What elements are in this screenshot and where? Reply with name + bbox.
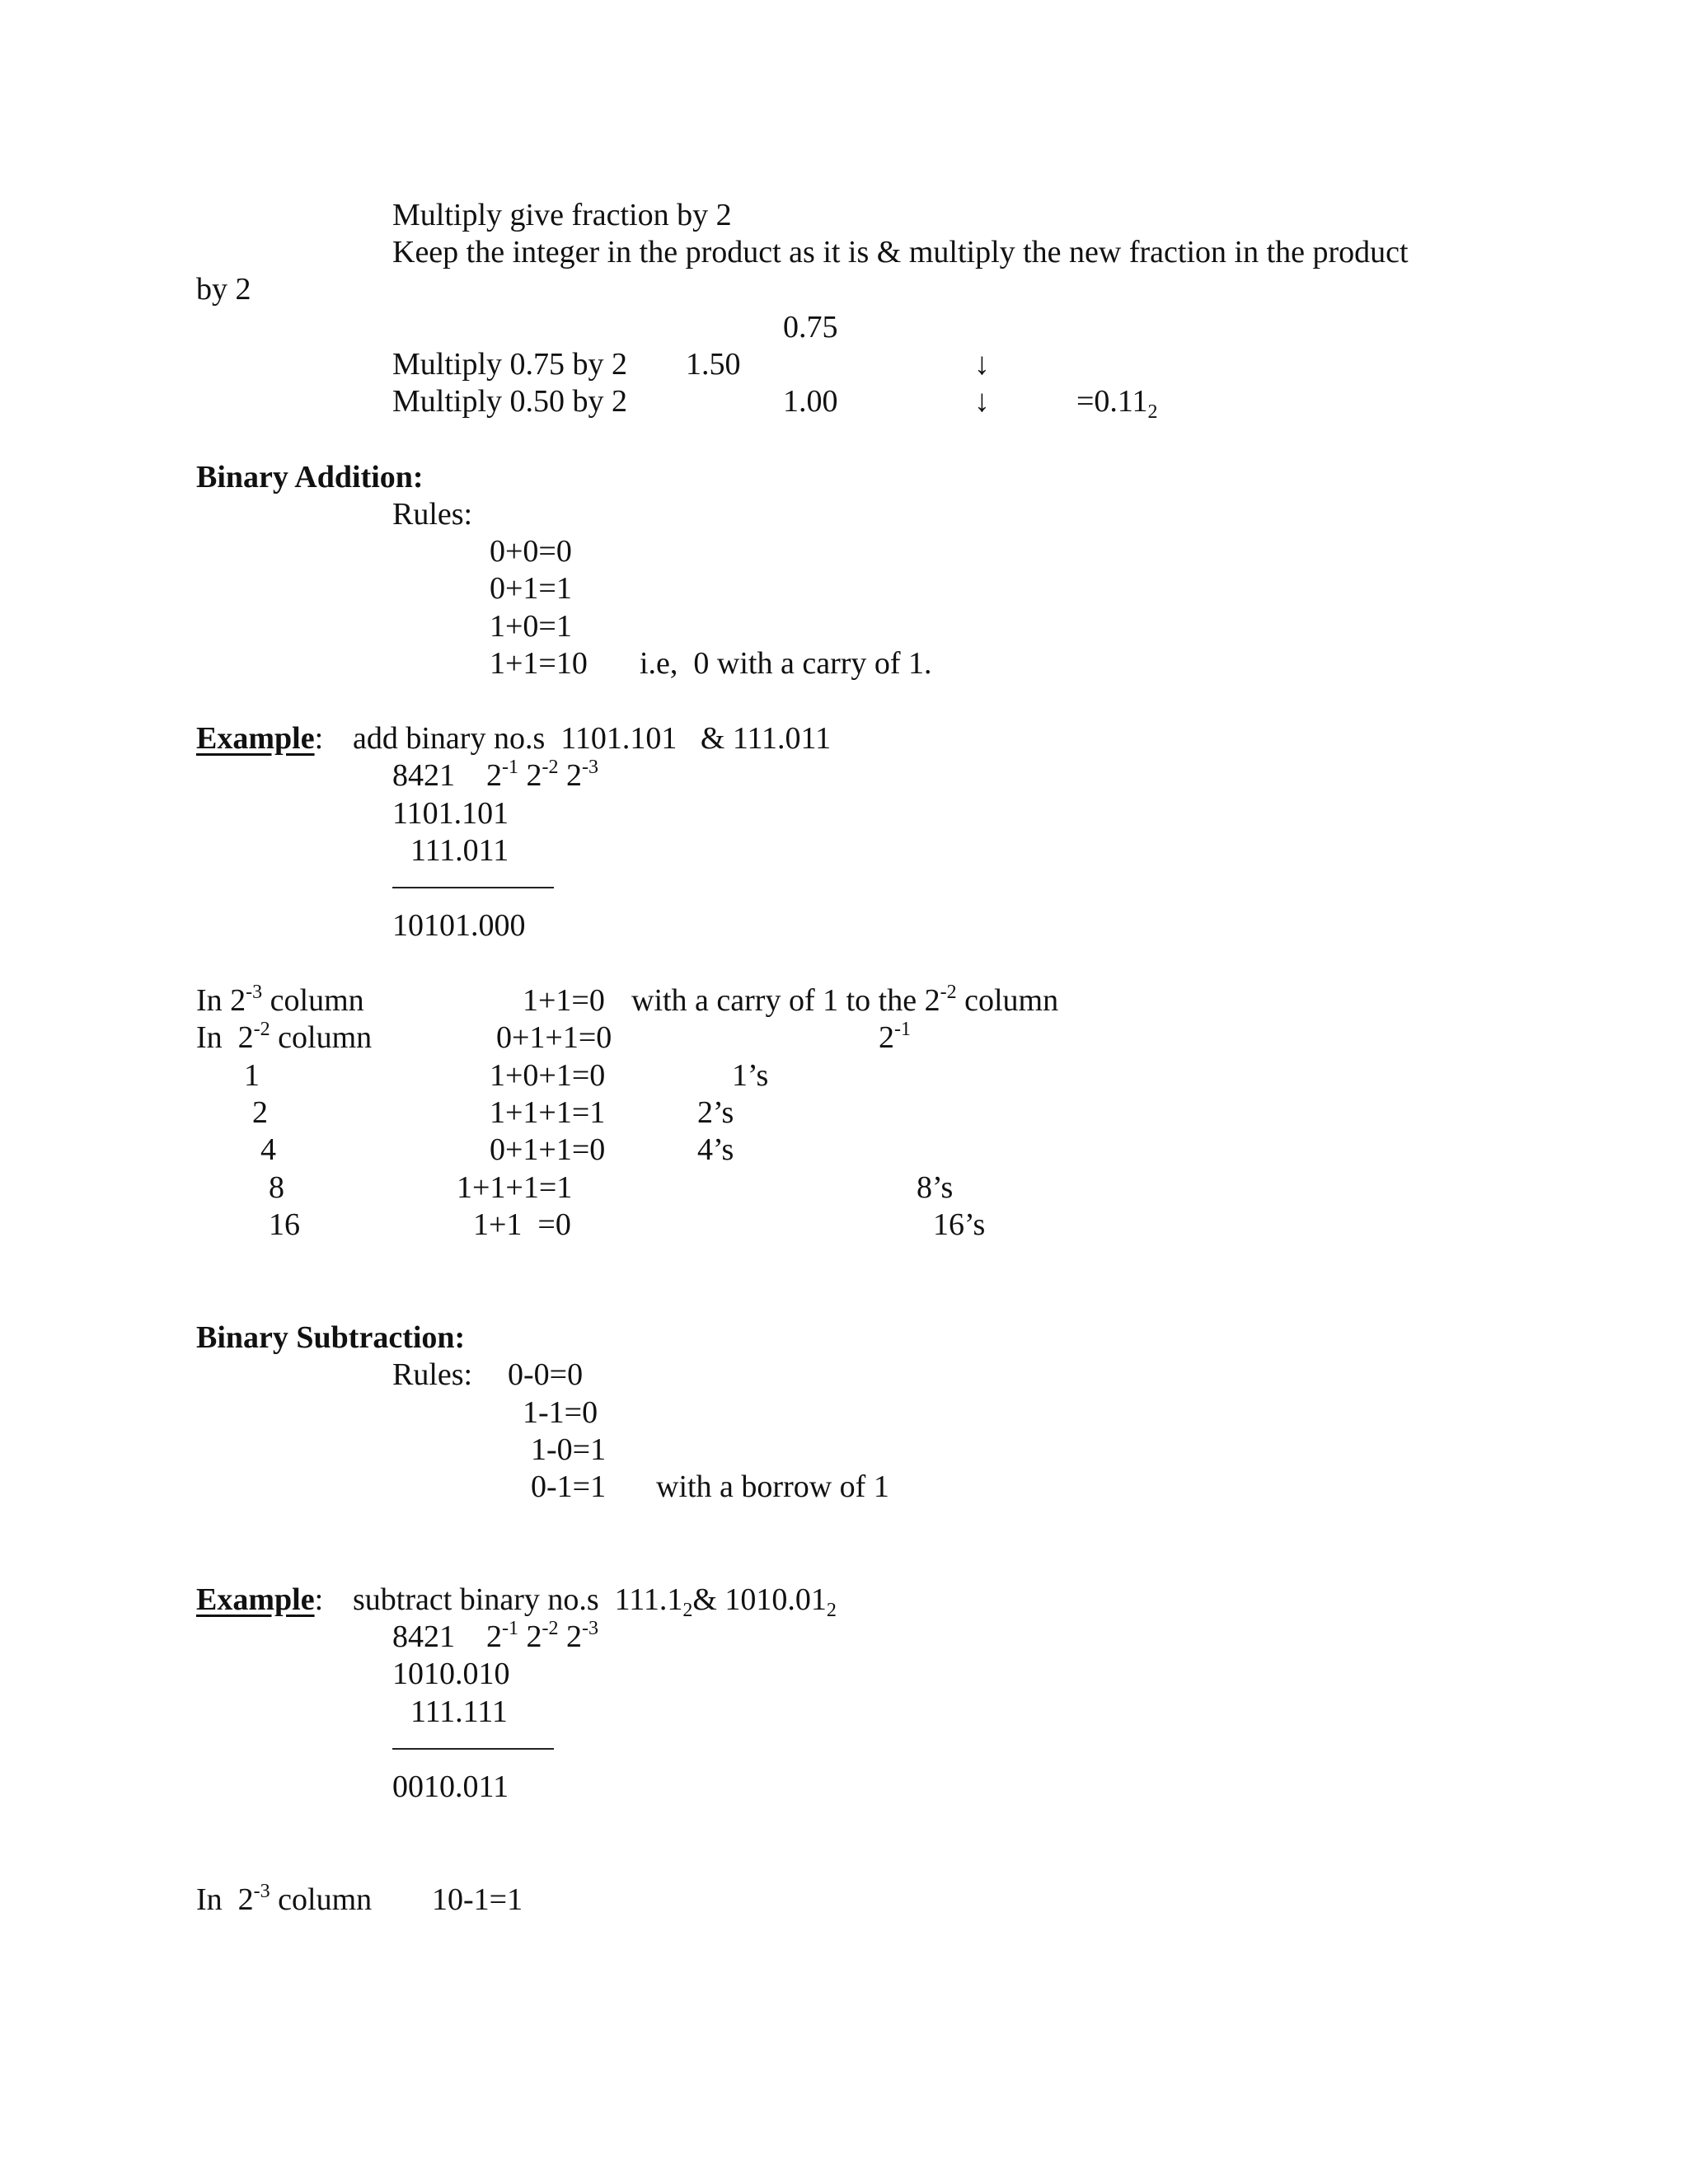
sub-column-label: In $2^{-3}$ column	[196, 1881, 373, 1917]
add-column-note: 4’s	[697, 1132, 734, 1167]
down-arrow-icon: ↓	[974, 347, 990, 382]
sub-place-values: 8421 $2^{-1}$ $2^{-2}$ $2^{-3}$	[392, 1618, 598, 1654]
add-example-label: Example:	[196, 721, 324, 756]
fraction-top-value: 0.75	[783, 310, 838, 344]
sub-example-text: subtract binary no.s $111.1_2\&$ $1010.01_2$	[353, 1582, 837, 1621]
intro-line-1: Multiply give fraction by 2	[392, 198, 732, 232]
add-column-row-1-calc: 1+1=0	[523, 983, 605, 1018]
sub-difference-rule	[392, 1748, 554, 1750]
addition-rule-note: i.e, 0 with a carry of 1.	[640, 646, 932, 681]
subtraction-rule: 1-0=1	[531, 1432, 607, 1467]
add-column-row-2-note: $2^{-1}$	[879, 1019, 911, 1055]
subtraction-rule-note: with a borrow of 1	[656, 1469, 889, 1504]
add-column-calc: 1+1 =0	[473, 1207, 571, 1242]
sub-difference: 0010.011	[392, 1769, 509, 1804]
add-sum: 10101.000	[392, 908, 526, 943]
subtraction-rule: 0-0=0	[508, 1357, 584, 1392]
conversion-row-2-label: Multiply 0.50 by 2	[392, 384, 628, 419]
add-column-place: 16	[269, 1207, 300, 1242]
sub-column-calc: 10-1=1	[432, 1882, 523, 1917]
add-column-calc: 1+0+1=0	[490, 1058, 606, 1093]
add-column-calc: 1+1+1=1	[490, 1095, 606, 1130]
add-column-calc: 1+1+1=1	[457, 1170, 573, 1205]
addition-rule: 0+1=1	[490, 571, 572, 606]
add-column-note: 8’s	[917, 1170, 954, 1205]
binary-addition-heading: Binary Addition:	[196, 460, 424, 494]
intro-line-2: Keep the integer in the product as it is & multiply the new fraction in the product	[392, 235, 1409, 269]
conversion-result-base: 2	[1147, 401, 1158, 423]
add-operand-2: 111.011	[410, 833, 509, 868]
conversion-row-1-label: Multiply 0.75 by 2	[392, 347, 628, 382]
addition-rule: 0+0=0	[490, 534, 572, 569]
binary-subtraction-heading: Binary Subtraction:	[196, 1320, 466, 1355]
sub-example-label: Example:	[196, 1582, 324, 1617]
add-operand-1: 1101.101	[392, 796, 509, 831]
add-sum-rule	[392, 887, 554, 888]
conversion-row-2-product: 1.00	[783, 384, 838, 419]
add-column-row-2-calc: 0+1+1=0	[496, 1020, 612, 1055]
add-column-place: 8	[269, 1170, 284, 1205]
addition-rules-label: Rules:	[392, 497, 473, 532]
add-column-note: 16’s	[933, 1207, 986, 1242]
subtraction-rule: 1-1=0	[523, 1395, 598, 1430]
subtraction-rules-label: Rules:	[392, 1357, 473, 1392]
add-column-row-1-label: In $2^{-3}$ column	[196, 982, 364, 1018]
sub-operand-2: 111.111	[410, 1694, 508, 1729]
sub-operand-1: 1010.010	[392, 1657, 510, 1691]
down-arrow-icon: ↓	[974, 384, 990, 419]
addition-rule: 1+0=1	[490, 609, 572, 644]
add-column-note: 2’s	[697, 1095, 734, 1130]
add-column-note: 1’s	[732, 1058, 769, 1093]
add-column-place: 4	[260, 1132, 276, 1167]
add-column-row-2-label: In $2^{-2}$ column	[196, 1019, 373, 1055]
conversion-result: $=0.11_2$	[1076, 384, 1158, 423]
add-column-place: 1	[244, 1058, 260, 1093]
add-example-text: add binary no.s 1101.101 & 111.011	[353, 721, 832, 756]
add-column-place: 2	[252, 1095, 268, 1130]
add-place-values: 8421 $2^{-1}$ $2^{-2}$ $2^{-3}$	[392, 757, 598, 793]
add-column-calc: 0+1+1=0	[490, 1132, 606, 1167]
conversion-row-1-product: 1.50	[686, 347, 741, 382]
add-column-row-1-note: with a carry of 1 to the $2^{-2}$ column	[631, 982, 1059, 1018]
subtraction-rule: 0-1=1	[531, 1469, 607, 1504]
intro-line-2-continuation: by 2	[196, 272, 251, 307]
addition-rule: 1+1=10	[490, 646, 588, 681]
